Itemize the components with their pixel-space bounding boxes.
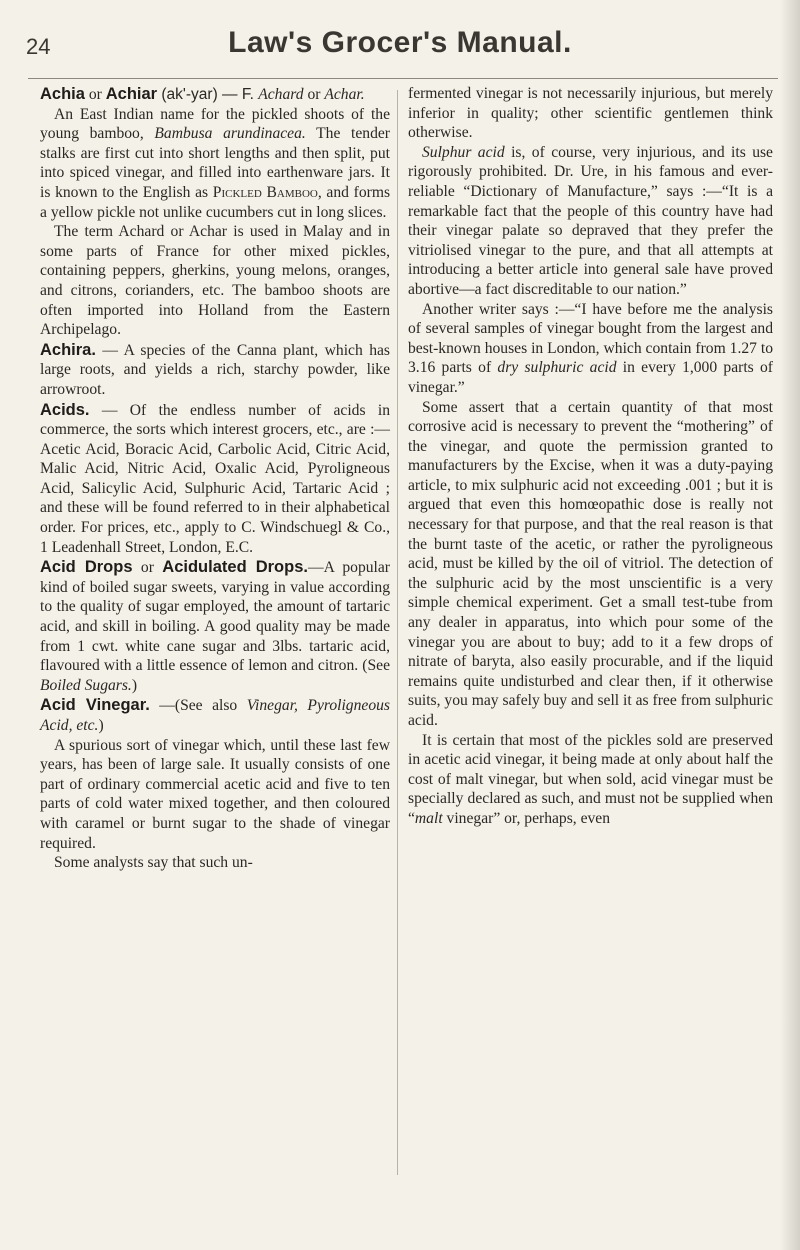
text: Another writer says :—“I have before me the analysis of several samples of vinegar bought from the largest and best-known houses in London, which contain from 1.27 to 3.16 parts of — [408, 300, 773, 377]
italic-term: malt — [414, 809, 443, 827]
paragraph — [408, 143, 773, 300]
page-number: 24 — [26, 34, 51, 59]
text: ) — [131, 676, 138, 694]
paragraph: The term Achard or Achar is used in Malay and in some parts of France for other mixed pickles, containing peppers, gherkins, young melons, oranges, and citrons, corianders, etc. The bamboo shoots are often imported into Holland from the Eastern Archipelago. — [40, 223, 390, 339]
text: — Of the endless number of acids in commerce, the sorts which interest grocers, etc., are :—Acetic Acid, Boracic Acid, Carbolic Acid, Citric Acid, Malic Acid, Nitric Acid, Oxalic Acid, Pyroligneous Acid, Salicylic Acid, Sulphuric Acid, Tartaric Acid ; and these will be found referred to in their alphabetical order. For prices, etc., apply to C. Windschuegl & Co., 1 Leadenhall Street, London, E.C. — [40, 401, 390, 556]
italic-term: Vinegar, Pyroligneous Acid, etc. — [40, 697, 390, 734]
text: An East Indian name for the pickled shoots of the young bamboo, — [40, 105, 390, 143]
paragraph — [408, 731, 773, 829]
paragraph — [408, 300, 773, 398]
entry-acids — [40, 401, 390, 558]
paragraph — [40, 105, 390, 223]
left-column — [40, 84, 390, 873]
entry-acid-drops — [40, 558, 390, 695]
entry-achia — [40, 85, 390, 105]
paragraph: A spurious sort of vinegar which, until these last few years, has been of large sale. It usually consists of one part of ordinary commercial acetic acid and five to ten parts of cold water mixed together, and then coloured with caramel or burnt sugar to the shade of vinegar required. — [40, 736, 390, 852]
text: —(See also — [149, 697, 247, 715]
headword: Acidulated Drops. — [162, 558, 308, 577]
headword: Achira. — [40, 340, 96, 359]
text: It is certain that most of the pickles sold are preserved in acetic acid vinegar, it being made at only about half the cost of malt vinegar, but when sold, acid vinegar must be specially declared as such, and must not be supplied when “ — [408, 731, 773, 827]
entry-achira — [40, 341, 390, 400]
text: vinegar” or, perhaps, even — [442, 809, 611, 827]
italic-term: Boiled Sugars. — [40, 676, 132, 694]
headword: Acid Vinegar. — [40, 696, 150, 715]
italic-term: Bambusa arundinacea. — [154, 125, 306, 143]
text: , and forms a yellow pickle not unlike cucumbers cut in long slices. — [40, 183, 391, 221]
paragraph: fermented vinegar is not necessarily injurious, but merely inferior in quality; other scientific gentlemen think otherwise. — [408, 85, 773, 142]
right-column — [408, 84, 773, 829]
small-caps-term: Pickled Bamboo — [212, 183, 318, 201]
running-title: Law's Grocer's Manual. — [228, 26, 572, 59]
text: The tender stalks are first cut into short lengths and then split, put into spiced vinegar, and filled into earthenware jars. It is known to the English as — [40, 125, 390, 201]
headword: Achia — [40, 85, 85, 103]
text: — A species of the Canna plant, which has large roots, and yields a rich, starchy powder, like arrowroot. — [40, 341, 390, 398]
text: or — [303, 86, 325, 103]
italic-term: Achar. — [324, 86, 365, 103]
page-edge-shadow — [780, 0, 800, 1250]
text: —A popular kind of boiled sugar sweets, varying in value according to the quality of sugar employed, the amount of tartaric acid, and skill in boiling. A good quality may be made from 1 cwt. white cane sugar and 3lbs. tartaric acid, flavoured with a little essence of lemon and citron. (See — [40, 559, 391, 675]
text: or — [132, 559, 163, 577]
text: or — [84, 86, 106, 103]
italic-term: dry sulphuric acid — [497, 359, 617, 377]
headword: Achiar — [105, 85, 158, 103]
italic-term: Sulphur acid — [422, 143, 505, 161]
headword: Acid Drops — [40, 558, 133, 577]
paragraph: Some assert that a certain quantity of that most corrosive acid is necessary to prevent the “mothering” of the vinegar, and quote the permission granted to manufacturers by the Excise, when it was a duty-paying article, to mix sulphuric acid not exceeding .001 ; but it is argued that even this homœopathic dose is really not necessary for that purpose, and that the real reason is that the burnt taste of the acetic, or rather the pyroligneous acid, must be killed by the oil of vitriol. The detection of the sulphuric acid by the most unscientific is a very simple chemical experiment. Get a small test-tube from any dealer in apparatus, into which pour some of the vinegar you are about to buy; add to it a few drops of nitrate of baryta, also easily procurable, and if the liquid remains quite undisturbed and clear then, if it otherwise suits, you may safely buy and sell it as free from sulphuric acid. — [408, 398, 773, 729]
entry-acid-vinegar — [40, 696, 390, 735]
text: is, of course, very injurious, and its use rigorously prohibited. Dr. Ure, in his famous and ever-reliable “Dictionary of Manufacture,” says :—“It is a remarkable fact that the people of this country have had their vinegar palate so depraved that they prefer the vitriolised vinegar to the pure, and that all attempts at introducing a better article into general sale have proved abortive—a fact discreditable to our nation.” — [408, 143, 773, 298]
headword: Acids. — [40, 400, 90, 419]
page-header — [0, 20, 800, 68]
text: ) — [98, 717, 104, 734]
text: in every 1,000 parts of vinegar.” — [408, 359, 773, 396]
paragraph: Some analysts say that such un- — [54, 854, 253, 872]
italic-term: Achard — [258, 86, 304, 103]
pronunciation: (ak'-yar) — F. — [157, 86, 259, 103]
column-divider — [397, 90, 398, 1175]
header-rule — [28, 78, 778, 79]
